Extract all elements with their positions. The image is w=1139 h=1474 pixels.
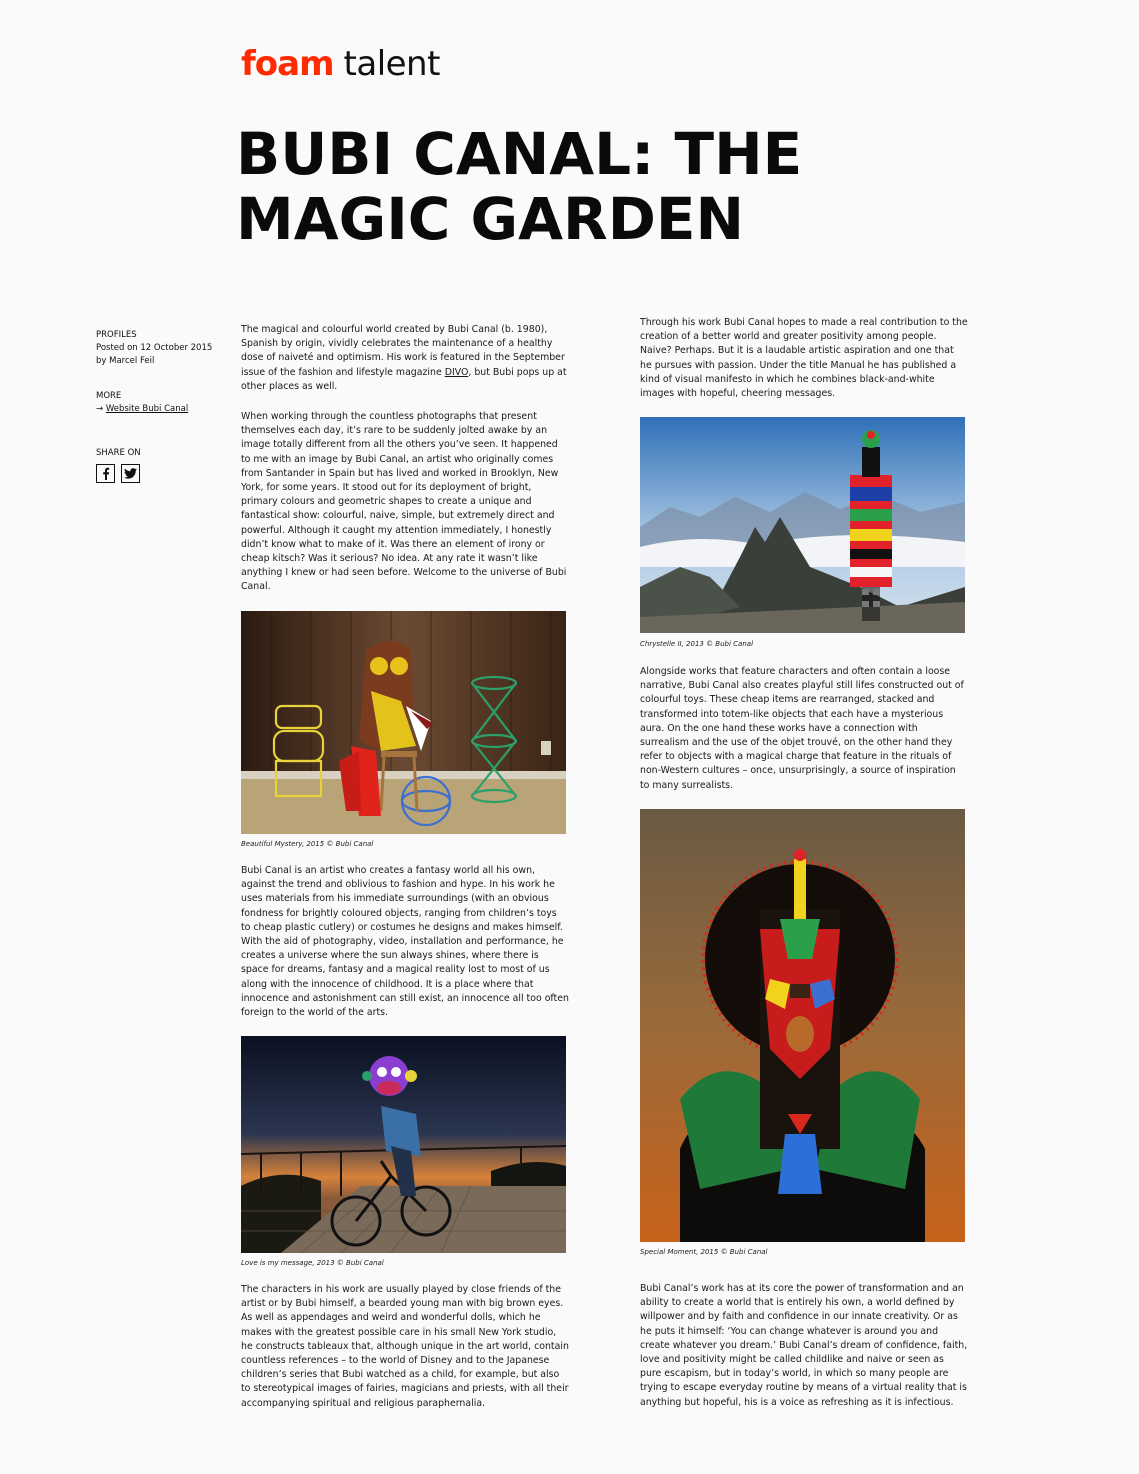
left-paragraph-4: The characters in his work are usually played by close friends of the artist or by Bubi himself, a bearded young man with big brown eyes. As well as appendages and weird and wonderful dolls, which he makes with the greatest possible care in his small New York studio, he constructs tableaux that, although unique in the art world, contain countless references – to the world of Disney and to the Japanese children’s series that Bubi watched as a child, for example, but also to stereotypical images of fairies, magicians and priests, with all their accompanying spiritual and religious paraphernalia. bbox=[241, 1284, 569, 1409]
facebook-icon[interactable] bbox=[96, 464, 115, 483]
title-line-2: MAGIC GARDEN bbox=[236, 185, 745, 253]
logo-foam: foam bbox=[241, 44, 334, 84]
photo-love-is-my-message bbox=[241, 1036, 566, 1253]
left-paragraph-1 bbox=[241, 323, 569, 394]
left-paragraph-3: Bubi Canal is an artist who creates a fantasy world all his own, against the trend and oblivious to fashion and hype. In his work he uses materials from his immediate surroundings (with an obvious fondness for brightly coloured objects, ranging from children’s toys to cheap plastic cutlery) or costumes he designs and makes himself. With the aid of photography, video, installation and performance, he creates a universe where the sun always shines, where there is space for dreams, fantasy and a magical reality lost to most of us along with the innocence of childhood. It is a place where that innocence and astonishment can still exist, an innocence all too often foreign to the world of the arts. bbox=[241, 865, 569, 1019]
article-meta bbox=[96, 329, 212, 368]
left-paragraph-2: When working through the countless photographs that present themselves each day, it’s rare to be suddenly jolted awake by an image totally different from all the others you’ve seen. It happened to me with an image by Bubi Canal, an artist who originally comes from Santander in Spain but has lived and worked in Brooklyn, New York, for some years. It stood out for its deployment of bright, primary colours and geometric shapes to create a unique and fantastical show: colourful, naive, simple, but extremely direct and powerful. Although it caught my attention immediately, I honestly didn’t know what to make of it. Was there an element of irony or cheap kitsch? Was it serious? No idea. At any rate it wasn’t like anything I knew or had seen before. Welcome to the universe of Bubi Canal. bbox=[241, 411, 567, 593]
article-title bbox=[236, 122, 1036, 252]
photo-special-moment bbox=[640, 809, 965, 1242]
share-section bbox=[96, 447, 141, 483]
title-line-1: BUBI CANAL: THE bbox=[236, 120, 803, 188]
caption-chrystelle-ii: Chrystelle II, 2013 © Bubi Canal bbox=[640, 640, 754, 648]
share-label: SHARE ON bbox=[96, 448, 141, 458]
website-bubi-canal-link[interactable]: Website Bubi Canal bbox=[105, 404, 189, 414]
twitter-icon[interactable] bbox=[121, 464, 140, 483]
photo-beautiful-mystery bbox=[241, 611, 566, 834]
share-icons bbox=[96, 464, 141, 483]
logo-talent: talent bbox=[343, 44, 440, 84]
foam-talent-logo[interactable] bbox=[241, 44, 440, 84]
category-label: PROFILES bbox=[96, 330, 137, 340]
divo-link[interactable]: DIVO bbox=[444, 366, 469, 378]
arrow-right-icon: → bbox=[96, 404, 104, 414]
author-line: by Marcel Feil bbox=[96, 356, 155, 366]
right-paragraph-2: Alongside works that feature characters and often contain a loose narrative, Bubi Canal also creates playful still lifes constructed out of colourful toys. These cheap items are rearranged, stacked and transformed into totem-like objects that each have a mysterious aura. On the one hand these works have a connection with surrealism and the use of the objet trouvé, on the other hand they refer to objects with a magical charge that feature in the rituals of non-Western cultures – once, unsurprisingly, a source of inspiration to many surrealists. bbox=[640, 666, 964, 791]
caption-love-is-my-message: Love is my message, 2013 © Bubi Canal bbox=[241, 1259, 384, 1267]
right-paragraph-3: Bubi Canal’s work has at its core the power of transformation and an ability to create a world that is entirely his own, a world defined by willpower and by faith and confidence in our innate creativity. Or as he puts it himself: ‘You can change whatever is around you and create whatever you dream.’ Bubi Canal’s dream of confidence, faith, love and positivity might be called childlike and naive or seen as pure escapism, but in today’s world, in which so many people are trying to escape everyday routine by means of a virtual reality that is anything but hopeful, his is a voice as refreshing as it is infectious. bbox=[640, 1283, 968, 1408]
more-link-row bbox=[96, 403, 188, 416]
left-p1-text: The magical and colourful world created by Bubi Canal (b. 1980), Spanish by origin, vividly celebrates the maintenance of a healthy dose of naiveté and optimism. His work is featured in the September issue of the fashion and lifestyle magazine bbox=[241, 324, 565, 378]
more-label: MORE bbox=[96, 391, 122, 401]
caption-special-moment: Special Moment, 2015 © Bubi Canal bbox=[640, 1248, 768, 1256]
caption-beautiful-mystery: Beautiful Mystery, 2015 © Bubi Canal bbox=[241, 840, 374, 848]
left-p1-text-end: , but Bubi pops up at other places as well. bbox=[241, 366, 567, 392]
posted-date: Posted on 12 October 2015 bbox=[96, 343, 213, 353]
more-section bbox=[96, 390, 188, 416]
photo-chrystelle-ii bbox=[640, 417, 965, 633]
right-paragraph-1: Through his work Bubi Canal hopes to made a real contribution to the creation of a better world and greater positivity among people. Naive? Perhaps. But it is a laudable artistic aspiration and one that he pursues with passion. Under the title Manual he has published a kind of visual manifesto in which he combines black-and-white images with hopeful, cheering messages. bbox=[640, 317, 968, 400]
